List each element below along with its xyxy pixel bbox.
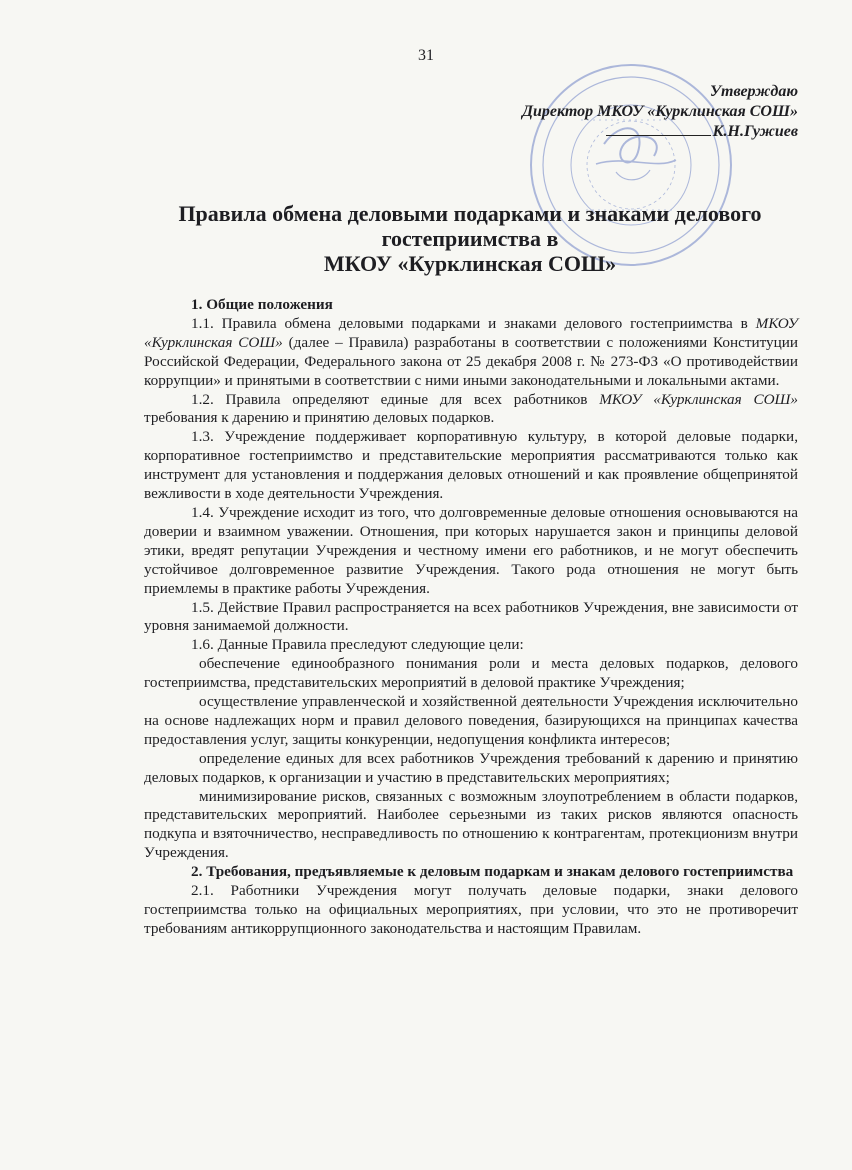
section-1-heading: 1. Общие положения [191,296,333,313]
document-body [144,296,798,939]
document-title [110,201,830,276]
title-line-3: МКОУ «Курклинская СОШ» [323,251,617,276]
title-line-2: гостеприимства в [381,226,559,251]
paragraph-1-2 [144,391,798,429]
paragraph-1-4: 1.4. Учреждение исходит из того, что долговременные деловые отношения основываются на доверии и взаимном уважении. Отношения, при которых нарушается закон и принципы деловой этики, вредят репутации Учреждения и честному имени его работников, и не могут обеспечить устойчивое долговременное развитие Учреждения. Такого рода отношения не могут быть приемлемы в практике работы Учреждения. [144,503,798,597]
paragraph-1-6: 1.6. Данные Правила преследуют следующие цели: [191,636,524,654]
goal-item: определение единых для всех работников Учреждения требований к дарению и принятию деловых подарков, к организации и участию в представительских мероприятиях; [144,749,798,786]
approval-block [522,82,798,142]
title-line-1: Правила обмена деловыми подарками и знаками делового [178,201,762,226]
paragraph-1-2-text-end: требования к дарению и принятию деловых подарков. [144,409,495,427]
organization-name: МКОУ «Курклинская СОШ» [599,390,798,408]
goal-item: осуществление управленческой и хозяйственной деятельности Учреждения исключительно на основе надлежащих норм и правил делового поведения, базирующихся на принципах качества предоставления услуг, защиты конкуренции, недопущения конфликта интересов; [144,693,798,748]
paragraph-1-1-text: 1.1. Правила обмена деловыми подарками и знаками делового гостеприимства в [191,314,756,332]
section-2-heading: 2. Требования, предъявляемые к деловым подаркам и знакам делового гостеприимства [191,863,794,881]
paragraph-1-1 [144,315,798,391]
organization-name: МКОУ «Курклинская СОШ» [144,314,798,351]
page-number: 31 [418,47,434,64]
director-name: К.Н.Гужиев [712,123,798,140]
goal-item: обеспечение единообразного понимания роли и места деловых подарков, делового гостеприимства, представительских мероприятий в деловой практике Учреждения; [144,655,798,692]
paragraph-1-1-text-end: (далее – Правила) разработаны в соответствии с положениями Конституции Российской Федерации, Федерального закона от 25 декабря 2008 г. № 273-ФЗ «О противодействии коррупции» и принятыми в соответствии с ними иными законодательными и локальными актами. [144,333,798,389]
paragraph-1-3: 1.3. Учреждение поддерживает корпоративную культуру, в которой деловые подарки, корпоративное гостеприимство и представительские мероприятия рассматриваются только как инструмент для установления и поддержания деловых отношений и как проявление общепринятой вежливости в ходе деятельности Учреждения. [144,428,798,503]
paragraph-1-5: 1.5. Действие Правил распространяется на всех работников Учреждения, вне зависимости от уровня занимаемой должности. [144,598,798,635]
goal-item: минимизирование рисков, связанных с возможным злоупотреблением в области подарков, представительских мероприятий. Наиболее серьезными из таких рисков являются опасность подкупа и взяточничество, несправедливость по отношению к контрагентам, протекционизм внутри Учреждения. [144,787,798,862]
approval-position: Директор МКОУ «Курклинская СОШ» [522,103,798,120]
signature-line [606,135,711,136]
paragraph-2-1: 2.1. Работники Учреждения могут получать деловые подарки, знаки делового гостеприимства только на официальных мероприятиях, при условии, что это не противоречит требованиям антикоррупционного законодательства и настоящим Правилам. [144,882,798,937]
approval-word: Утверждаю [709,83,798,100]
paragraph-1-2-text: 1.2. Правила определяют единые для всех работников [191,390,600,408]
approval-signature-row [522,122,798,142]
